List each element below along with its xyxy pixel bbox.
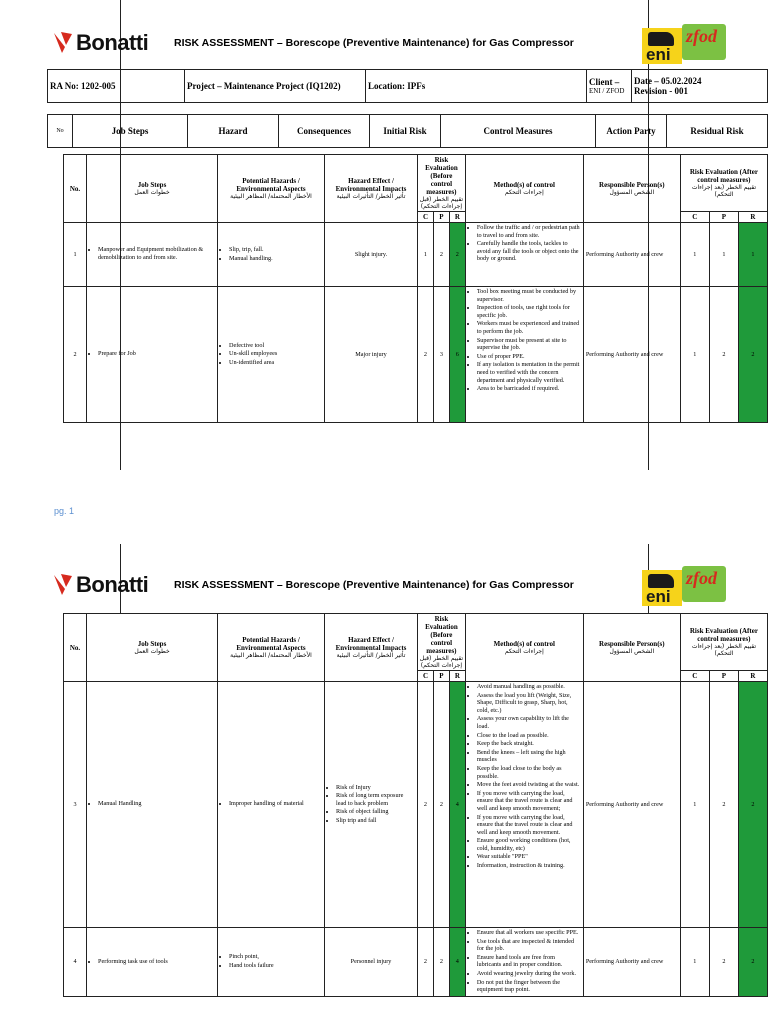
list-item: • Bend the knees – left using the high muscles [477, 749, 581, 764]
responsible-person: Performing Authority and crew [583, 682, 680, 928]
document-title-2: RISK ASSESSMENT – Borescope (Preventive Maintenance) for Gas Compressor [174, 579, 574, 591]
responsible-person: Performing Authority and crew [583, 287, 680, 423]
list-item: • Prepare for Job [98, 350, 215, 358]
list-item: • Tool box meeting must be conducted by supervisor. [477, 288, 581, 303]
before-c: 2 [418, 682, 434, 928]
list-item: • Risk of long term exposure lead to back problem [336, 792, 415, 807]
th-no: No. [64, 155, 87, 223]
before-p: 3 [433, 287, 449, 423]
eni-logo: eni [642, 570, 682, 606]
ra-number: RA No: 1202-005 [48, 70, 185, 103]
th-hazards: Potential Hazards / Environmental Aspects الأخطار المحتملة/ المظاهر البيئية [218, 155, 325, 223]
th-after: Risk Evaluation (After control measures) تقييم الخطر (بعد إجراءات التحكم) [680, 614, 767, 671]
col-no: No [48, 115, 73, 148]
hazards [218, 928, 325, 997]
table-row [64, 928, 768, 997]
list-item: • Close to the load as possible. [477, 732, 581, 740]
before-p: 2 [433, 928, 449, 997]
th-before: Risk Evaluation (Before control measures) تقييم الخطر (قبل إجراءات التحكم) [418, 614, 466, 671]
after-r: 1 [738, 223, 767, 287]
bonatti-mark-icon [52, 31, 74, 55]
job-step [87, 223, 218, 287]
hazard-effect: Personnel injury [325, 928, 418, 997]
bonatti-logo-text: Bonatti [76, 572, 149, 597]
after-p: 2 [709, 287, 738, 423]
th-before: Risk Evaluation (Before control measures) تقييم الخطر (قبل إجراءات التحكم) [418, 155, 466, 212]
after-p: 2 [709, 928, 738, 997]
bonatti-logo-2 [52, 572, 148, 598]
after-c: 1 [680, 287, 709, 423]
th-methods: Method(s) of control إجراءات التحكم [465, 614, 583, 682]
bonatti-mark-icon [52, 573, 74, 597]
th-responsible: Responsible Person(s) الشخص المسؤول [583, 614, 680, 682]
before-r: 4 [449, 928, 465, 997]
col-hazard: Hazard [188, 115, 279, 148]
row-number: 1 [64, 223, 87, 287]
after-c: 1 [680, 928, 709, 997]
responsible-person: Performing Authority and crew [583, 223, 680, 287]
list-item: • Ensure that all workers use specific PPE. [477, 929, 581, 937]
th-after: Risk Evaluation (After control measures) تقييم الخطر (بعد إجراءات التحكم) [680, 155, 767, 212]
list-item: • If you move with carrying the load, ensure that the travel route is clear and well and keep smooth movement. [477, 814, 581, 837]
hazard-effect-list [327, 784, 415, 825]
th-after-r: R [738, 671, 767, 682]
hazards [218, 223, 325, 287]
eni-dog-icon [648, 574, 674, 588]
control-methods-list [468, 224, 581, 263]
risk-table-page2 [63, 613, 768, 997]
th-hazards: Potential Hazards / Environmental Aspects الأخطار المحتملة/ المظاهر البيئية [218, 614, 325, 682]
job-step-list [89, 800, 215, 808]
hazard-effect: Slight injury. [325, 223, 418, 287]
col-residual-risk: Residual Risk [667, 115, 768, 148]
before-c: 2 [418, 928, 434, 997]
risk-table-body-page2 [64, 682, 768, 997]
list-item: • Workers must be experienced and trained to perform the job. [477, 320, 581, 335]
list-item: • If any isolation is mentation in the permit need to verified with the concern department and physically verified. [477, 361, 581, 384]
after-c: 1 [680, 682, 709, 928]
th-effect: Hazard Effect / Environmental Impacts تأثير الخطر/ التأثيرات البيئية [325, 614, 418, 682]
th-after-p: P [709, 212, 738, 223]
after-c: 1 [680, 223, 709, 287]
list-item: • If you move with carrying the load, ensure that the travel route is clear and well and keep smooth movement; [477, 790, 581, 813]
col-control-measures: Control Measures [441, 115, 596, 148]
list-item: • Performing task use of tools [98, 958, 215, 966]
page2-header [0, 566, 768, 606]
col-initial-risk: Initial Risk [370, 115, 441, 148]
list-item: • Carefully handle the tools, tackles to avoid any fall the tools or object onto the body or ground. [477, 240, 581, 263]
after-p: 2 [709, 682, 738, 928]
hazards-list [220, 953, 322, 969]
responsible-person: Performing Authority and crew [583, 928, 680, 997]
th-after-r: R [738, 212, 767, 223]
risk-table-page1 [63, 154, 768, 423]
control-methods-list [468, 929, 581, 994]
row-number: 2 [64, 287, 87, 423]
list-item: • Risk of object falling [336, 808, 415, 816]
th-before-r: R [449, 671, 465, 682]
after-p: 1 [709, 223, 738, 287]
zfod-logo: zfod [682, 566, 726, 602]
job-step-list [89, 958, 215, 966]
revision: Revision - 001 [634, 86, 688, 96]
list-item: • Pinch point, [229, 953, 322, 961]
summary-column-header [47, 114, 768, 148]
before-r: 6 [449, 287, 465, 423]
list-item: • Slip trip and fall [336, 817, 415, 825]
list-item: • Manual Handling [98, 800, 215, 808]
th-before-r: R [449, 212, 465, 223]
list-item: • Un-skill employees [229, 350, 322, 358]
row-number: 4 [64, 928, 87, 997]
th-effect: Hazard Effect / Environmental Impacts تأثير الخطر/ التأثيرات البيئية [325, 155, 418, 223]
list-item: • Information, instruction & training. [477, 862, 581, 870]
before-p: 2 [433, 223, 449, 287]
date-revision [632, 70, 768, 103]
hazard-effect: Major injury [325, 287, 418, 423]
list-item: • Avoid wearing jewelry during the work. [477, 970, 581, 978]
list-item: • Supervisor must be present at site to supervise the job. [477, 337, 581, 352]
row-number: 3 [64, 682, 87, 928]
col-job-steps: Job Steps [73, 115, 188, 148]
th-after-c: C [680, 671, 709, 682]
list-item: • Use tools that are inspected & intended for the job. [477, 938, 581, 953]
bonatti-logo-text: Bonatti [76, 30, 149, 55]
th-before-c: C [418, 671, 434, 682]
list-item: • Wear suitable "PPE" [477, 853, 581, 861]
list-item: • Risk of Injury [336, 784, 415, 792]
client-logos [642, 24, 732, 64]
list-item: • Un-identified area [229, 359, 322, 367]
before-c: 1 [418, 223, 434, 287]
page-number: pg. 1 [54, 506, 75, 516]
client-value: ENI / ZFOD [589, 87, 625, 95]
list-item: • Assess your own capability to lift the load. [477, 715, 581, 730]
hazards [218, 287, 325, 423]
client-logos-2 [642, 566, 732, 606]
th-responsible: Responsible Person(s) الشخص المسؤول [583, 155, 680, 223]
table-row [64, 682, 768, 928]
col-action-party: Action Party [596, 115, 667, 148]
job-step [87, 682, 218, 928]
job-step-list [89, 246, 215, 261]
list-item: • Area to be barricaded if required. [477, 385, 581, 393]
list-item: • Ensure hand tools are free from lubricants and in proper condition. [477, 954, 581, 969]
list-item: • Slip, trip, fall. [229, 246, 322, 254]
before-c: 2 [418, 287, 434, 423]
job-step-list [89, 350, 215, 358]
list-item: • Improper handling of material [229, 800, 322, 808]
th-after-p: P [709, 671, 738, 682]
control-methods [465, 682, 583, 928]
list-item: • Manual handling. [229, 255, 322, 263]
th-job-steps: Job Steps خطوات العمل [87, 614, 218, 682]
client [587, 70, 632, 103]
th-after-c: C [680, 212, 709, 223]
control-methods [465, 287, 583, 423]
list-item: • Assess the load you lift (Weight, Size, Shape, Difficult to grasp, Sharp, hot, cold, etc.) [477, 692, 581, 715]
risk-table-body-page1 [64, 223, 768, 423]
client-label: Client – [589, 77, 620, 87]
list-item: • Ensure good working conditions (hot, cold, humidity, etc) [477, 837, 581, 852]
after-r: 2 [738, 682, 767, 928]
location: Location: IPFs [366, 70, 587, 103]
eni-dog-icon [648, 32, 674, 46]
list-item: • Keep the back straight. [477, 740, 581, 748]
after-r: 2 [738, 928, 767, 997]
control-methods [465, 928, 583, 997]
list-item: • Move the feet avoid twisting at the waist. [477, 781, 581, 789]
control-methods [465, 223, 583, 287]
document-title: RISK ASSESSMENT – Borescope (Preventive Maintenance) for Gas Compressor [174, 37, 574, 49]
list-item: • Avoid manual handling as possible. [477, 683, 581, 691]
col-consequences: Consequences [279, 115, 370, 148]
list-item: • Use of proper PPE. [477, 353, 581, 361]
th-methods: Method(s) of control إجراءات التحكم [465, 155, 583, 223]
th-before-p: P [433, 212, 449, 223]
list-item: • Manpower and Equipment mobilization & demobilization to and from site. [98, 246, 215, 261]
hazards-list [220, 342, 322, 367]
job-step [87, 928, 218, 997]
table-row [64, 223, 768, 287]
th-job-steps: Job Steps خطوات العمل [87, 155, 218, 223]
th-before-c: C [418, 212, 434, 223]
page1-header [0, 24, 768, 64]
hazards [218, 682, 325, 928]
hazards-list [220, 246, 322, 262]
before-r: 4 [449, 682, 465, 928]
control-methods-list [468, 288, 581, 393]
th-no: No. [64, 614, 87, 682]
list-item: • Defective tool [229, 342, 322, 350]
date: Date – 05.02.2024 [634, 76, 702, 86]
hazards-list [220, 800, 322, 808]
list-item: • Do not put the finger between the equipment trap point. [477, 979, 581, 994]
list-item: • Hand tools failure [229, 962, 322, 970]
project-name: Project – Maintenance Project (IQ1202) [185, 70, 366, 103]
before-r: 2 [449, 223, 465, 287]
table-row [64, 287, 768, 423]
zfod-logo: zfod [682, 24, 726, 60]
eni-logo: eni [642, 28, 682, 64]
hazard-effect [325, 682, 418, 928]
before-p: 2 [433, 682, 449, 928]
job-step [87, 287, 218, 423]
document-meta-table [47, 69, 768, 103]
list-item: • Inspection of tools, use right tools for specific job. [477, 304, 581, 319]
after-r: 2 [738, 287, 767, 423]
th-before-p: P [433, 671, 449, 682]
list-item: • Follow the traffic and / or pedestrian path to travel to and from site. [477, 224, 581, 239]
list-item: • Keep the load close to the body as possible. [477, 765, 581, 780]
bonatti-logo [52, 30, 148, 56]
control-methods-list [468, 683, 581, 870]
